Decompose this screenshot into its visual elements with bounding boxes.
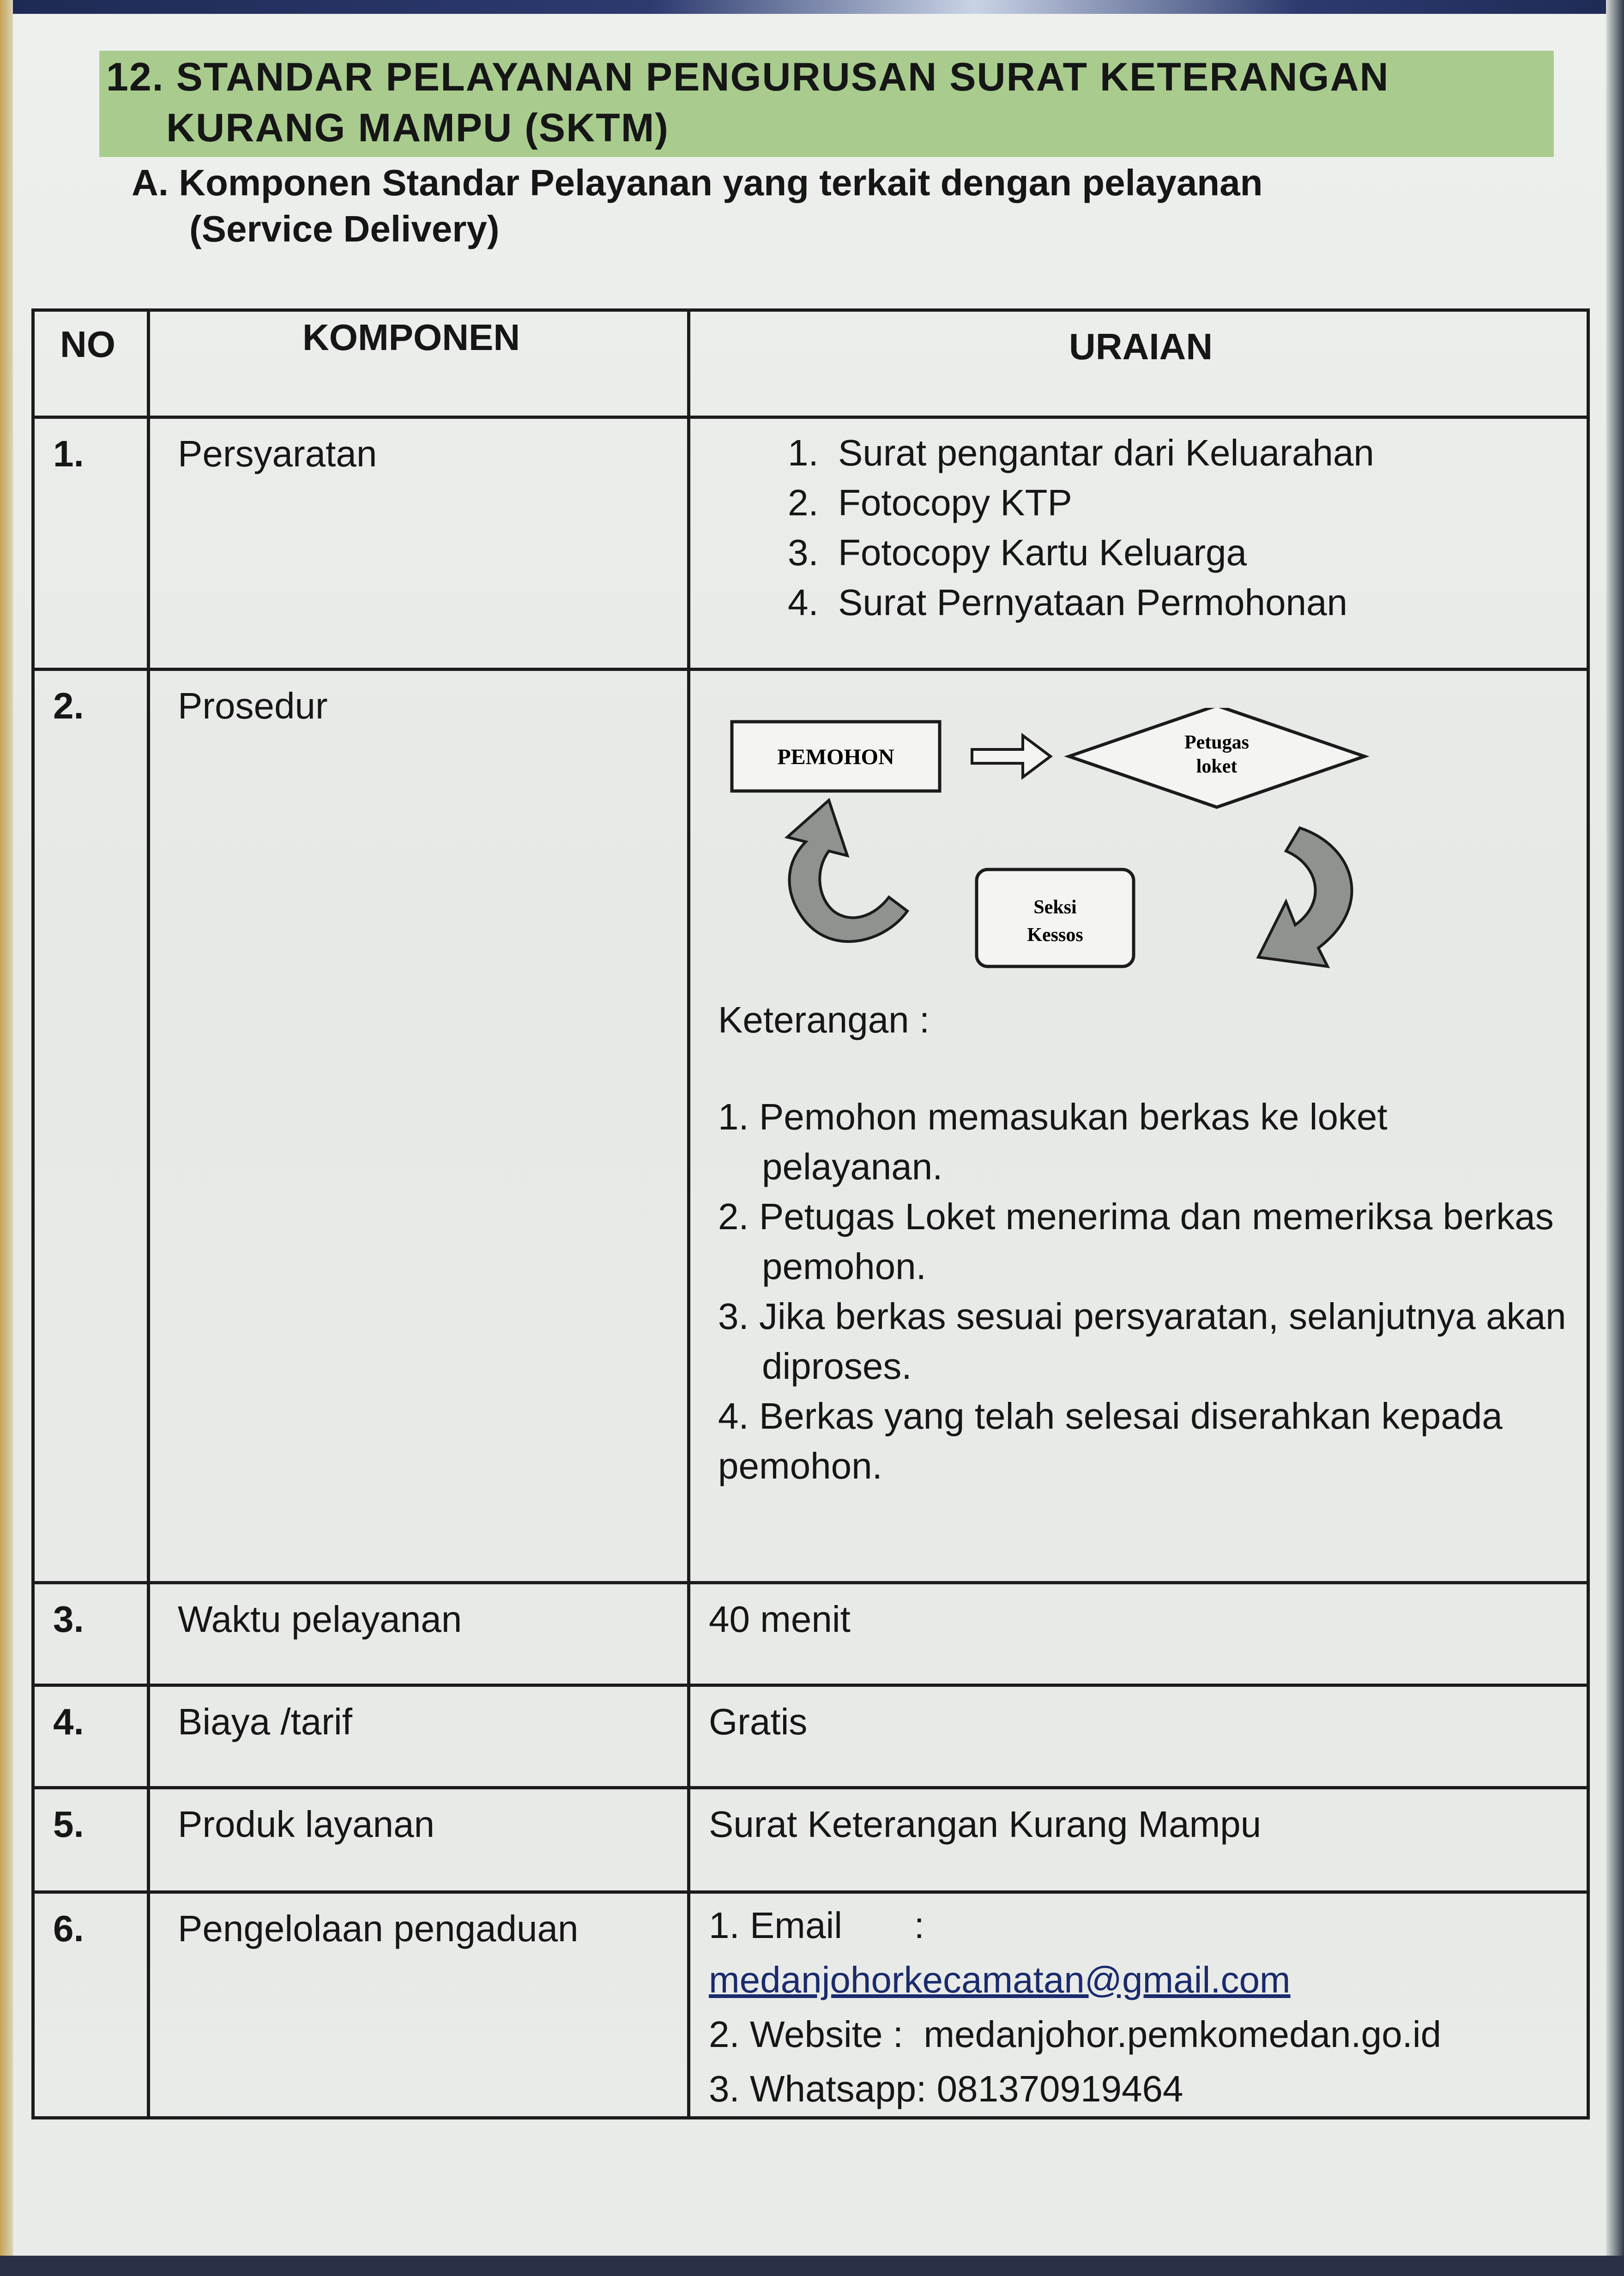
row-uraian	[689, 670, 1588, 1583]
row-number: 5.	[33, 1788, 149, 1892]
website-text: 2. Website : medanjohor.pemkomedan.go.id	[709, 2014, 1442, 2055]
pemohon-label: PEMOHON	[777, 745, 894, 769]
header-uraian: URAIAN	[689, 310, 1588, 417]
curved-arrow-up-icon	[787, 800, 907, 942]
row-komponen: Produk layanan	[149, 1788, 689, 1892]
seksi-label: Seksi	[1033, 897, 1077, 918]
header-no: NO	[33, 310, 149, 417]
right-border	[1606, 0, 1624, 2276]
list-item: 3. Fotocopy Kartu Keluarga	[829, 528, 1587, 578]
top-border	[0, 0, 1624, 14]
row-komponen: Waktu pelayanan	[149, 1583, 689, 1685]
flowchart-graphic	[718, 708, 1595, 1003]
procedure-flowchart	[718, 708, 1595, 1003]
left-border	[0, 0, 13, 2276]
row-komponen: Prosedur	[149, 670, 689, 1583]
row-number: 6.	[33, 1892, 149, 2118]
row-number: 4.	[33, 1685, 149, 1788]
title-line-1: 12. STANDAR PELAYANAN PENGURUSAN SURAT KETERANGAN	[106, 55, 1389, 99]
row-number: 3.	[33, 1583, 149, 1685]
row-komponen: Biaya /tarif	[149, 1685, 689, 1788]
whatsapp-text: 3. Whatsapp: 081370919464	[709, 2068, 1183, 2109]
keterangan-list	[718, 1092, 1568, 1491]
list-item: 1. Surat pengantar dari Keluarahan	[829, 428, 1587, 478]
subtitle-line-1: A. Komponen Standar Pelayanan yang terkait dengan pelayanan	[132, 162, 1263, 203]
loket-label: loket	[1196, 756, 1238, 777]
subtitle-line-2: (Service Delivery)	[189, 208, 500, 249]
list-item: 1. Pemohon memasukan berkas ke loket pelayanan.	[718, 1096, 1388, 1187]
bottom-border	[0, 2256, 1624, 2276]
table-row	[33, 1685, 1588, 1788]
row-komponen: Pengelolaan pengaduan	[149, 1892, 689, 2118]
kessos-label: Kessos	[1027, 924, 1083, 946]
row-uraian	[689, 417, 1588, 670]
table-row	[33, 670, 1588, 1583]
curved-arrow-down-icon	[1258, 828, 1352, 966]
title-line-2: KURANG MAMPU (SKTM)	[166, 106, 669, 150]
arrow-right-icon	[972, 736, 1050, 777]
row-komponen: Persyaratan	[149, 417, 689, 670]
requirements-list	[709, 428, 1587, 628]
seksi-kessos-box	[977, 869, 1134, 966]
header-komponen: KOMPONEN	[149, 310, 689, 417]
row-uraian: Surat Keterangan Kurang Mampu	[689, 1788, 1588, 1892]
row-uraian: Gratis	[689, 1685, 1588, 1788]
keterangan-title: Keterangan :	[718, 999, 930, 1040]
table-row	[33, 1788, 1588, 1892]
list-item: 4. Surat Pernyataan Permohonan	[829, 578, 1587, 628]
row-number: 1.	[33, 417, 149, 670]
row-uraian	[689, 1892, 1588, 2118]
petugas-label: Petugas	[1184, 732, 1249, 753]
email-label: 1. Email :	[709, 1905, 924, 1946]
table-header-row	[33, 310, 1588, 417]
list-item: 4. Berkas yang telah selesai diserahkan kepada pemohon.	[718, 1395, 1503, 1486]
email-link[interactable]: medanjohorkecamatan@gmail.com	[709, 1959, 1291, 2000]
list-item: 2. Petugas Loket menerima dan memeriksa berkas pemohon.	[718, 1196, 1554, 1287]
list-item: 2. Fotocopy KTP	[829, 478, 1587, 528]
row-number: 2.	[33, 670, 149, 1583]
list-item: 3. Jika berkas sesuai persyaratan, selanjutnya akan diproses.	[718, 1296, 1566, 1387]
table-row	[33, 1583, 1588, 1685]
table-row	[33, 417, 1588, 670]
table-row	[33, 1892, 1588, 2118]
row-uraian: 40 menit	[689, 1583, 1588, 1685]
service-standard-table	[31, 308, 1590, 2119]
